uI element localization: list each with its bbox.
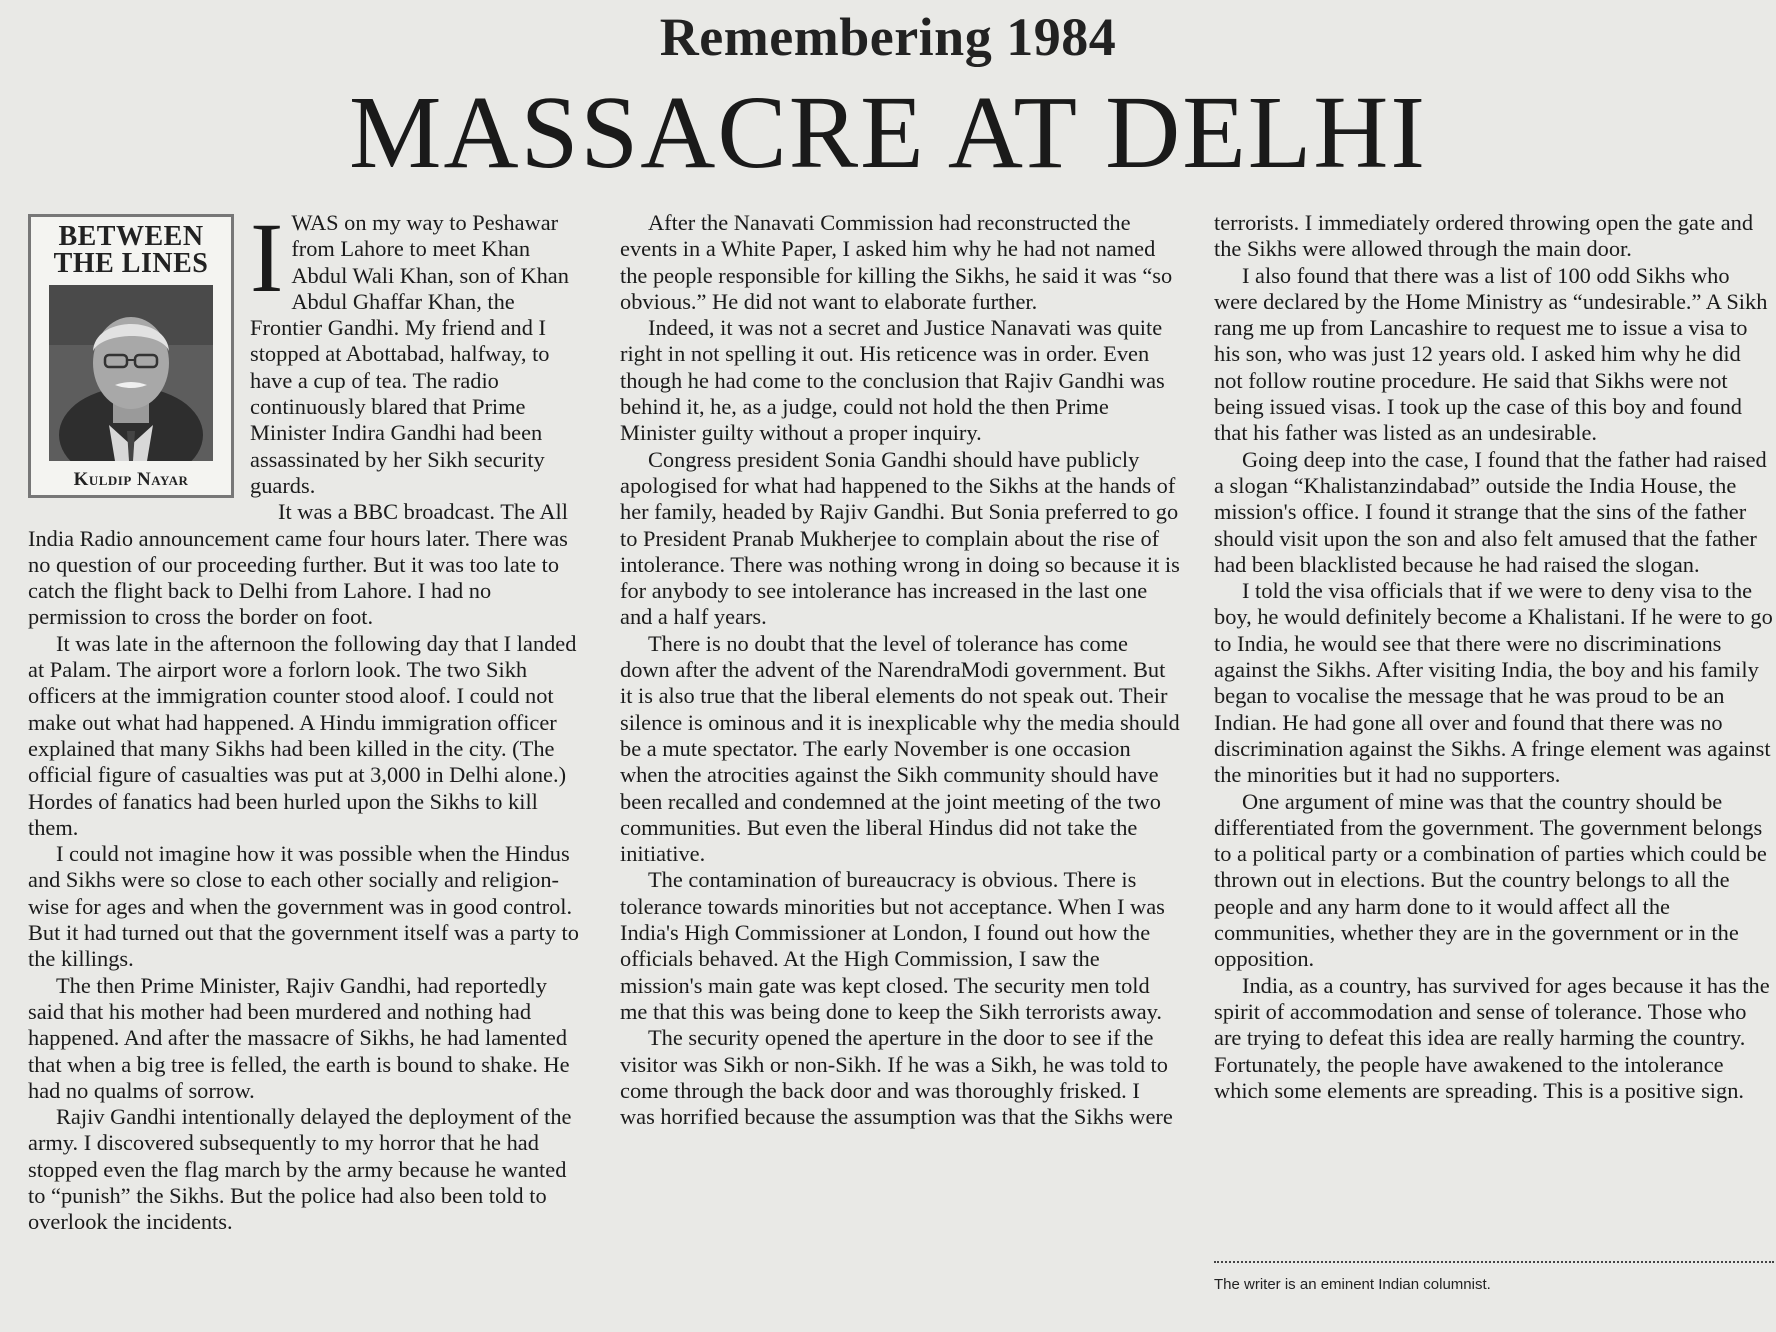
paragraph-14: I also found that there was a list of 100 odd Sikhs who were declared by the Home Ministry as “undesirable.” A Sikh rang me up from Lancashire to request me to issue a visa to his son, who was just 12 years old. I asked him why he did not follow routine procedure. He said that Sikhs were not being issued visas. I took up the case of this boy and found that his father was listed as an undesirable. bbox=[1214, 262, 1768, 446]
paragraph-12: The security opened the aperture in the door to see if the visitor was Sikh or non-Sikh. If he was a Sikh, he was told to come through the back door and was thoroughly frisked. I was horrified because the assumption was that the Sikhs were bbox=[620, 1025, 1173, 1130]
paragraph-11: The contamination of bureaucracy is obvious. There is tolerance towards minorities but not acceptance. When I was India's High Commissioner at London, I found out how the officials behaved. At the High Commission, I saw the mission's main gate was kept closed. The security men told me that this was being done to keep the Sikh terrorists away. bbox=[620, 867, 1165, 1024]
paragraph-1: WAS on my way to Peshawar from Lahore to meet Khan Abdul Wali Khan, son of Khan Abdul Ghaffar Khan, the Frontier Gandhi. My friend and I stopped at Abottabad, halfway, to have a cup of tea. The radio continuously blared that Prime Minister Indira Gandhi had been assassinated by her Sikh security guards. bbox=[250, 210, 569, 498]
paragraph-5: The then Prime Minister, Rajiv Gandhi, had reportedly said that his mother had been murdered and nothing had happened. And after the massacre of Sikhs, he had lamented that when a big tree is felled, the earth is bound to shake. He had no qualms of sorrow. bbox=[28, 972, 570, 1103]
article-column-1 bbox=[28, 202, 583, 1236]
kicker-heading: Remembering 1984 bbox=[659, 7, 1117, 67]
paragraph-17: One argument of mine was that the country should be differentiated from the government. The government belongs to a political party or a combination of parties which could be thrown out in elections. But the country belongs to all the people and any harm done to it would affect all the communities, whether they are in the government or in the opposition. bbox=[1214, 788, 1767, 972]
column-badge-box bbox=[28, 214, 234, 498]
paragraph-8: Indeed, it was not a secret and Justice Nanavati was quite right in not spelling it out. His reticence was in order. Even though he had come to the conclusion that Rajiv Gandhi was behind it, he, as a judge, could not hold the then Prime Minister guilty without a proper inquiry. bbox=[620, 315, 1165, 446]
footer-divider bbox=[1214, 1261, 1774, 1263]
author-byline: Kuldip Nayar bbox=[73, 469, 189, 490]
paragraph-13: terrorists. I immediately ordered throwing open the gate and the Sikhs were allowed through the main door. bbox=[1214, 210, 1754, 262]
headline: MASSACRE AT DELHI bbox=[348, 75, 1427, 190]
paragraph-2: It was a BBC broadcast. The All India Radio announcement came four hours later. There was no question of our proceeding further. But it was too late to catch the flight back to Delhi from Lahore. I had no permission to cross the border on foot. bbox=[28, 499, 568, 630]
author-note: The writer is an eminent Indian columnist. bbox=[1214, 1276, 1491, 1293]
column-badge-title-line2: THE LINES bbox=[53, 248, 209, 279]
drop-cap: I bbox=[250, 202, 284, 313]
column-badge-title-line1: BETWEEN bbox=[58, 221, 204, 252]
paragraph-16: I told the visa officials that if we were to deny visa to the boy, he would definitely become a Khalistani. If he were to go to India, he would see that there were no discriminations against the Sikhs. After visiting India, the boy and his family began to vocalise the message that he was proud to be an Indian. He had gone all over and found that there was no discrimination against the Sikhs. A fringe element was against the minorities but it had no supporters. bbox=[1214, 578, 1773, 788]
paragraph-10: There is no doubt that the level of tolerance has come down after the advent of the NarendraModi government. But it is also true that the liberal elements do not speak out. Their silence is ominous and it is inexplicable why the media should be a mute spectator. The early November is one occasion when the atrocities against the Sikh community should have been recalled and condemned at the joint meeting of the two communities. But even the liberal Hindus did not take the initiative. bbox=[620, 630, 1180, 867]
article-column-2 bbox=[620, 210, 1180, 1130]
paragraph-4: I could not imagine how it was possible when the Hindus and Sikhs were so close to each other socially and religion-wise for ages and when the government was in good control. But it had turned out that the government itself was a party to the killings. bbox=[28, 841, 579, 972]
paragraph-3: It was late in the afternoon the following day that I landed at Palam. The airport wore a forlorn look. The two Sikh officers at the immigration counter stood aloof. I could not make out what had happened. A Hindu immigration officer explained that many Sikhs had been killed in the city. (The official figure of casualties was put at 3,000 in Delhi alone.) Hordes of fanatics had been hurled upon the Sikhs to kill them. bbox=[28, 630, 577, 840]
paragraph-18: India, as a country, has survived for ages because it has the spirit of accommodation and sense of tolerance. Those who are trying to defeat this idea are really harming the country. Fortunately, the people have awakened to the intolerance which some elements are spreading. This is a positive sign. bbox=[1214, 972, 1770, 1103]
paragraph-7: After the Nanavati Commission had reconstructed the events in a White Paper, I asked him why he had not named the people responsible for killing the Sikhs, he said it was “so obvious.” He did not want to elaborate further. bbox=[620, 210, 1173, 314]
column-badge-title bbox=[31, 223, 231, 277]
paragraph-6: Rajiv Gandhi intentionally delayed the deployment of the army. I discovered subsequently to my horror that he had stopped even the flag march by the army because he wanted to “punish” the Sikhs. But the police had also been told to overlook the incidents. bbox=[28, 1104, 572, 1235]
paragraph-15: Going deep into the case, I found that the father had raised a slogan “Khalistanzindabad” outside the India House, the mission's office. I found it strange that the sins of the father should visit upon the son and also felt amused that the father had been blacklisted because he had raised the slogan. bbox=[1214, 446, 1767, 577]
article-column-3 bbox=[1214, 210, 1774, 1104]
author-portrait-icon bbox=[49, 285, 213, 461]
paragraph-9: Congress president Sonia Gandhi should have publicly apologised for what had happened to the Sikhs at the hands of her family, headed by Rajiv Gandhi. But Sonia preferred to go to President Pranab Mukherjee to complain about the rise of intolerance. There was nothing wrong in doing so because it is for anybody to see intolerance has increased in the last one and a half years. bbox=[620, 446, 1180, 630]
